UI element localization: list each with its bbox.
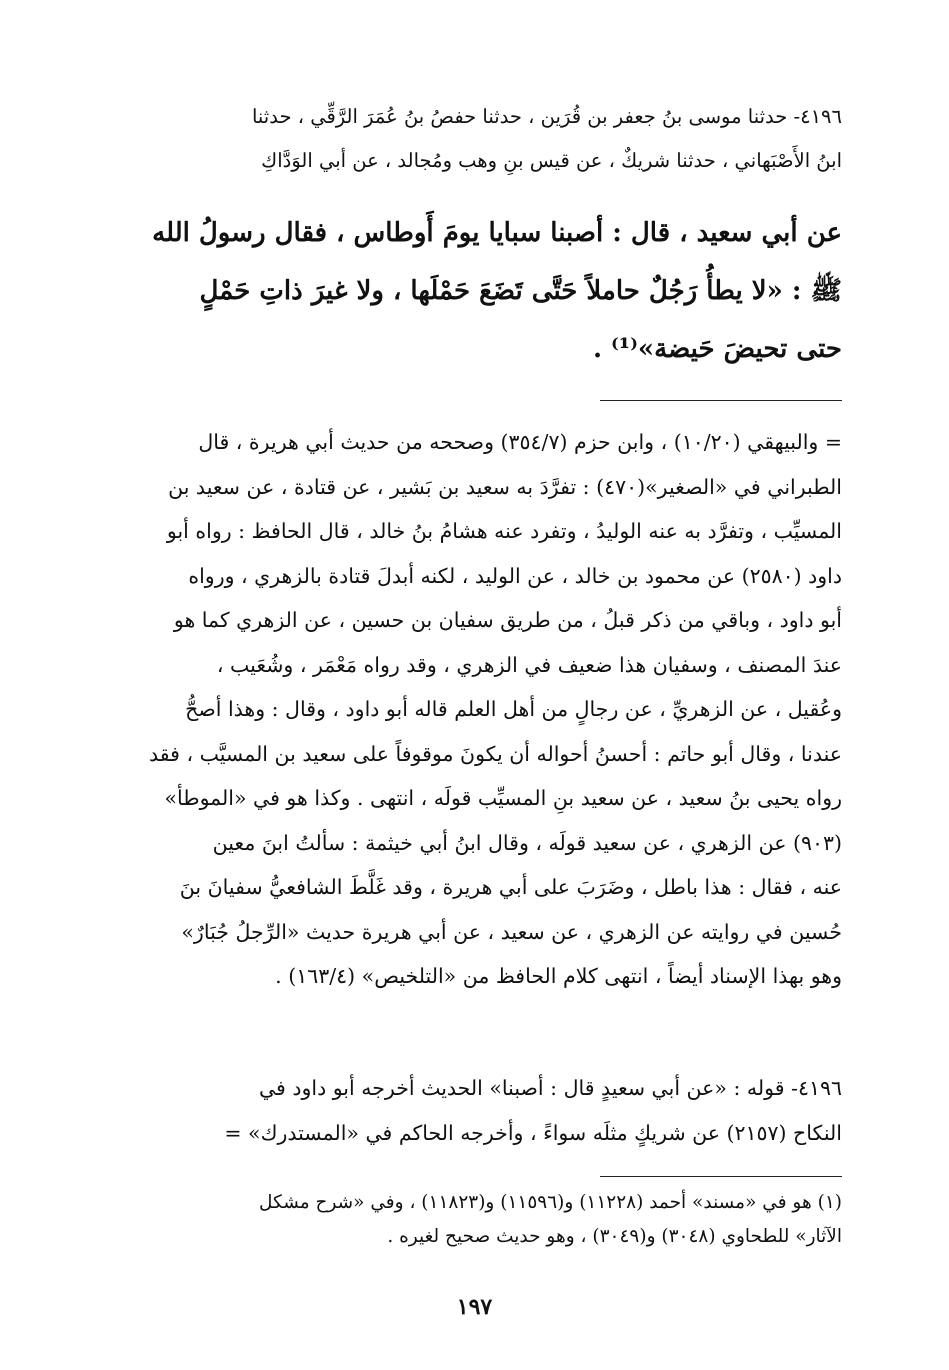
matn-line: حتى تحيضَ حَيضة»⁽¹⁾ . <box>592 334 842 364</box>
hadith-isnad <box>130 95 842 183</box>
note-line: الطبراني في «الصغير»(٤٧٠) : تفرَّدَ به سعيد بن بَشير ، عن قتادة ، عن سعيد بن <box>168 474 842 499</box>
isnad-line: ابنُ الأَصْبَهاني ، حدثنا شريكٌ ، عن قيس بنِ وهب ومُجالد ، عن أبي الوَدَّاكِ <box>261 149 842 172</box>
note-line: وعُقيل ، عن الزهريِّ ، عن رجالٍ من أهل العلم قاله أبو داود ، وقال : وهذا أصحُّ <box>185 697 842 721</box>
note-line: عندنا ، وقال أبو حاتم : أحسنُ أحواله أن يكونَ موقوفاً على سعيد بن المسيَّب ، فقد <box>149 741 842 766</box>
note-line: عندَ المصنف ، وسفيان هذا ضعيف في الزهري ، وقد رواه مَعْمَر ، وشُعَيب ، <box>216 652 842 677</box>
note-line: وهو بهذا الإسناد أيضاً ، انتهى كلام الحافظ من «التلخيص» (١٦٣/٤) . <box>275 964 842 988</box>
note-line: عنه ، فقال : هذا باطل ، وضَرَبَ على أبي هريرة ، وقد غَلَّطَ الشافعيُّ سفيانَ بنَ <box>179 875 842 899</box>
footnote-line: الآثار» للطحاوي (٣٠٤٨) و(٣٠٤٩) ، وهو حديث صحيح لغيره . <box>387 1226 842 1247</box>
note-line: رواه يحيى بنُ سعيد ، عن سعيد بنِ المسيِّب قولَه ، انتهى . وكذا هو في «الموطأ» <box>164 786 842 810</box>
matn-line: ﷺ : «لا يطأُ رَجُلٌ حاملاً حَتَّى تَضَعَ حَمْلَها ، ولا غيرَ ذاتِ حَمْلٍ <box>199 276 842 306</box>
note-line: المسيِّب ، وتفرَّد به عنه الوليدُ ، وتفرد عنه هشامُ بنُ خالد ، قال الحافظ : رواه أبو <box>166 519 842 543</box>
note-line: أبو داود ، وباقي من ذكر قبلُ ، من طريق سفيان بن حسين ، عن الزهري كما هو <box>173 608 842 632</box>
text-separator-rule <box>600 400 842 401</box>
note-line: ٤١٩٦- قوله : «عن أبي سعيدٍ قال : أصبنا» الحديث أخرجه أبو داود في <box>258 1076 842 1100</box>
matn-line: عن أبي سعيد ، قال : أصبنا سبايا يومَ أَوطاس ، فقال رسولُ الله <box>152 218 842 248</box>
note-line: = والبيهقي (١٠/٢٠) ، وابن حزم (٣٥٤/٧) وصححه من حديث أبي هريرة ، قال <box>198 430 842 454</box>
footnote <box>130 1186 842 1254</box>
footnote-separator-rule <box>600 1176 842 1177</box>
commentary-notes <box>130 420 842 999</box>
note-line: النكاح (٢١٥٧) عن شريكٍ مثلَه سواءً ، وأخرجه الحاكم في «المستدرك» = <box>224 1120 842 1145</box>
note-line: داود (٢٥٨٠) عن محمود بن خالد ، عن الوليد ، لكنه أبدلَ قتادة بالزهري ، ورواه <box>188 563 842 588</box>
hadith-matn <box>130 204 842 378</box>
note-line: (٩٠٣) عن الزهري ، عن سعيد قولَه ، وقال ابنُ أبي خيثمة : سألتُ ابنَ معين <box>212 830 842 855</box>
note-line: حُسين في روايته عن الزهري ، عن سعيد ، عن أبي هريرة حديث «الرِّجلُ جُبَارٌ» <box>181 919 842 944</box>
footnote-line: (١) هو في «مسند» أحمد (١١٢٢٨) و(١١٥٩٦) و(١١٨٢٣) ، وفي «شرح مشكل <box>259 1192 842 1213</box>
page-number: ١٩٧ <box>456 1294 493 1320</box>
isnad-line: ٤١٩٦- حدثنا موسى بنُ جعفر بن قُرَين ، حدثنا حفصُ بنُ عُمَرَ الرَّقِّي ، حدثنا <box>251 105 842 128</box>
commentary-note-4196 <box>130 1066 842 1155</box>
